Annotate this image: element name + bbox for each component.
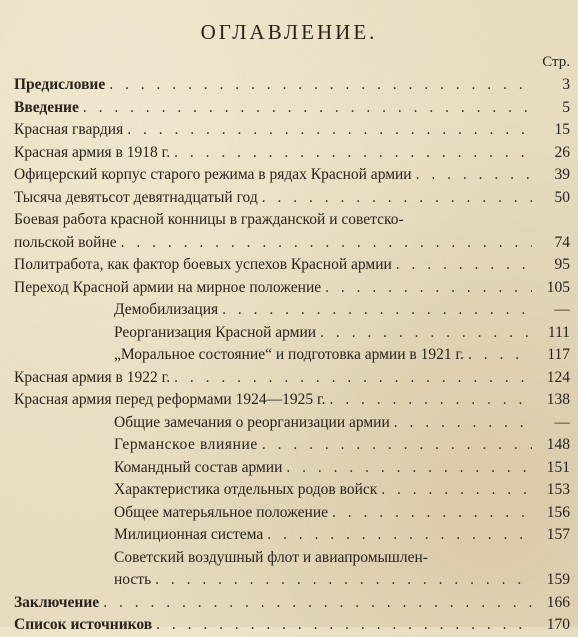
dot-leader (156, 614, 532, 637)
page-title: ОГЛАВЛЕНИЕ. (200, 20, 378, 44)
toc-entry-title: Общие замечания о реорганизации армии (114, 413, 390, 431)
toc-entry-title: Предисловие (14, 76, 106, 93)
dot-leader (127, 119, 532, 142)
toc-entry-page: 39 (554, 166, 570, 183)
toc-entry-page: 95 (554, 256, 570, 273)
toc-entry-page: 3 (562, 76, 570, 93)
toc-subentry (14, 434, 570, 457)
toc-entry-page: 50 (554, 188, 570, 206)
page-column-header: Стр. (542, 54, 570, 70)
toc-entry-page: 15 (554, 121, 570, 138)
toc-entry-page: 159 (546, 571, 570, 588)
toc-entry-title: Тысяча девятьсот девятнадцатый год (14, 188, 258, 206)
dot-leader (109, 74, 532, 97)
toc-entry-page: 105 (546, 278, 570, 296)
dot-leader (174, 142, 532, 165)
toc-entry (14, 142, 570, 165)
toc-entry-page: 138 (546, 391, 570, 408)
dot-leader (416, 164, 532, 187)
toc-entry-page: 148 (546, 436, 570, 453)
table-of-contents (14, 74, 570, 637)
dot-leader (468, 344, 532, 367)
toc-entry (14, 187, 570, 210)
toc-entry-title: Переход Красной армии на мирное положение (14, 278, 322, 296)
dot-leader (121, 232, 532, 255)
dot-leader (83, 97, 532, 120)
toc-entry-title: Советский воздушный флот и авиапромышлен- (114, 548, 428, 566)
dot-leader (332, 502, 532, 525)
toc-entry-page: 5 (562, 98, 570, 116)
dot-leader (286, 457, 532, 480)
toc-entry-title: „Моральное состояние“ и подготовка армии в 1921 г. (114, 346, 464, 363)
dot-leader (103, 592, 532, 615)
toc-entry-page: — (554, 413, 570, 431)
toc-subentry (14, 412, 570, 435)
toc-entry (14, 209, 570, 232)
dot-leader (174, 367, 532, 390)
dot-leader (320, 322, 532, 345)
toc-entry-page: 157 (546, 526, 570, 543)
toc-entry (14, 277, 570, 300)
dot-leader (329, 389, 532, 412)
toc-entry-title: Политработа, как фактор боевых успехов Красной армии (14, 256, 392, 273)
toc-entry (14, 119, 570, 142)
dot-leader (396, 254, 532, 277)
toc-entry-title: Боевая работа красной конницы в гражданской и советско- (14, 211, 404, 228)
toc-entry-title: Заключение (14, 593, 100, 611)
toc-entry-page: 111 (547, 323, 570, 341)
toc-entry-title: Общее матерьяльное положение (114, 503, 329, 521)
dot-leader (325, 277, 532, 300)
toc-entry-page: 156 (546, 503, 570, 521)
toc-subentry (14, 457, 570, 480)
toc-entry-title: Список источников (14, 616, 153, 633)
toc-entry-continuation (14, 232, 570, 255)
toc-entry-page: — (554, 301, 570, 318)
toc-entry-page: 166 (546, 593, 570, 611)
dot-leader (262, 187, 532, 210)
toc-subentry-continuation (14, 569, 570, 592)
toc-entry-title: Введение (14, 98, 79, 116)
toc-subentry (14, 322, 570, 345)
toc-entry-page: 117 (547, 346, 570, 363)
toc-entry (14, 74, 570, 97)
toc-entry (14, 254, 570, 277)
toc-entry-title: Офицерский корпус старого режима в рядах Красной армии (14, 166, 412, 183)
toc-subentry (14, 547, 570, 570)
toc-subentry (14, 344, 570, 367)
dot-leader (394, 412, 532, 435)
dot-leader (262, 434, 532, 457)
toc-entry (14, 164, 570, 187)
toc-entry-page: 153 (546, 481, 570, 498)
toc-entry-page: 151 (546, 458, 570, 476)
toc-entry-page: 124 (546, 368, 570, 386)
dot-leader (381, 479, 532, 502)
toc-entry (14, 97, 570, 120)
toc-subentry (14, 502, 570, 525)
toc-entry (14, 614, 570, 637)
toc-entry-title: ность (114, 571, 152, 588)
dot-leader (222, 299, 532, 322)
toc-subentry (14, 524, 570, 547)
toc-entry-title: Германское влияние (114, 436, 258, 453)
toc-entry-page: 170 (546, 616, 570, 633)
toc-entry-title: Красная армия в 1918 г. (14, 143, 171, 161)
toc-entry-page: 26 (554, 143, 570, 161)
toc-entry-title: Красная армия перед реформами 1924—1925 г. (14, 391, 326, 408)
toc-entry-title: Реорганизация Красной армии (114, 323, 317, 341)
dot-leader (267, 524, 532, 547)
toc-entry-title: Демобилизация (114, 301, 219, 318)
toc-entry-title: польской войне (14, 233, 117, 251)
toc-entry-title: Командный состав армии (114, 458, 283, 476)
toc-subentry (14, 479, 570, 502)
toc-entry (14, 389, 570, 412)
dot-leader (155, 569, 532, 592)
toc-entry-title: Красная армия в 1922 г. (14, 368, 171, 386)
toc-entry (14, 592, 570, 615)
toc-entry-title: Характеристика отдельных родов войск (114, 481, 378, 498)
toc-entry-title: Красная гвардия (14, 121, 124, 138)
toc-subentry (14, 299, 570, 322)
toc-entry-title: Милиционная система (114, 526, 264, 543)
toc-entry (14, 367, 570, 390)
toc-entry-page: 74 (554, 233, 570, 251)
